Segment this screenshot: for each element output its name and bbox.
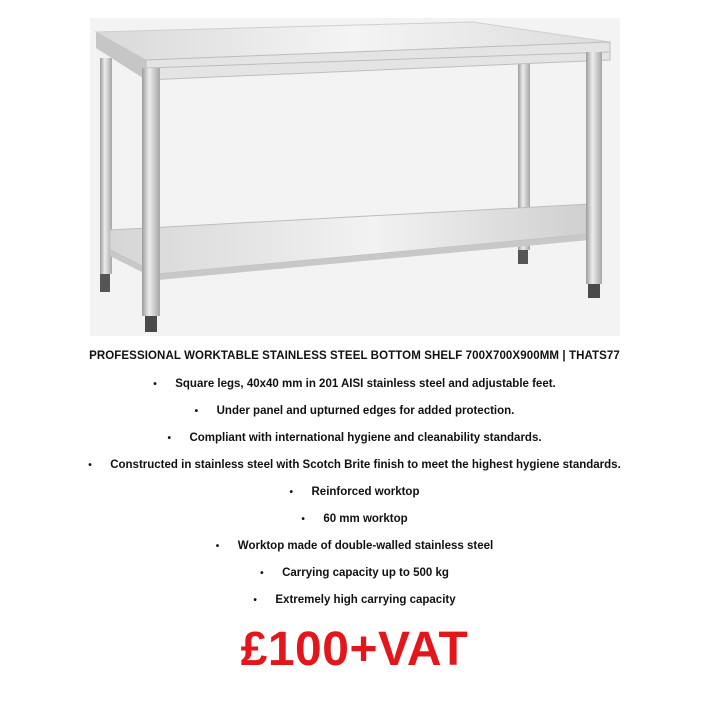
bullet: •: [167, 433, 171, 444]
bullet: •: [88, 460, 92, 471]
feature-text: Reinforced worktop: [311, 486, 420, 498]
feature-text: Square legs, 40x40 mm in 201 AISI stainless steel and adjustable feet.: [175, 378, 556, 390]
bullet: •: [301, 514, 305, 525]
front-left-leg: [142, 68, 160, 316]
product-image: [90, 18, 620, 336]
feature-item: [0, 375, 709, 402]
bullet: •: [289, 487, 294, 498]
feature-text: Carrying capacity up to 500 kg: [282, 567, 449, 579]
bullet: •: [194, 406, 199, 417]
feature-text: Under panel and upturned edges for added protection.: [216, 405, 515, 417]
price-label: £100+VAT: [240, 623, 469, 676]
bullet: •: [153, 379, 157, 390]
feature-text: Extremely high carrying capacity: [275, 594, 456, 606]
feature-text: Constructed in stainless steel with Scotch Brite finish to meet the highest hygiene standards.: [110, 459, 621, 471]
bullet: •: [215, 541, 220, 552]
feature-item: [0, 456, 709, 483]
feature-item: [0, 483, 709, 510]
feature-item: [0, 564, 709, 591]
feature-item: [0, 429, 709, 456]
feature-text: 60 mm worktop: [323, 513, 408, 525]
feature-text: Compliant with international hygiene and cleanability standards.: [189, 432, 542, 444]
bullet: •: [260, 568, 264, 579]
feature-item: [0, 591, 709, 618]
feature-item: [0, 402, 709, 429]
feature-item: [0, 537, 709, 564]
feature-item: [0, 510, 709, 537]
bullet: •: [253, 595, 257, 606]
feature-text: Worktop made of double-walled stainless steel: [237, 540, 494, 552]
feature-list: [0, 375, 709, 618]
product-title: PROFESSIONAL WORKTABLE STAINLESS STEEL BOTTOM SHELF 700X700X900MM | THATS77: [89, 350, 620, 362]
front-right-leg: [586, 52, 602, 284]
